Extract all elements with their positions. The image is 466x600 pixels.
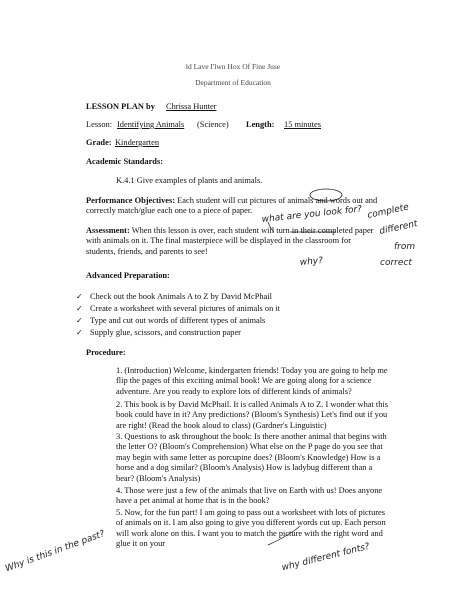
lesson-label: Lesson:: [86, 120, 113, 129]
header-line-1: ld Lave I'lwn Hox Of Fine Juse: [185, 62, 281, 71]
lesson-subject: (Science): [197, 120, 229, 129]
note-different: different: [378, 219, 419, 237]
note-different-fonts: why different fonts?: [280, 541, 371, 574]
objectives-block: [86, 196, 378, 217]
author-name: Chrissa Hunter: [166, 102, 217, 111]
note-why: why?: [299, 256, 324, 268]
procedure-step: 1. (Introduction) Welcome, kindergarten friends! Today you are going to help me flip the pages of this exciting animal book! We are going along for a science adventure. Are you ready to explore lots of different kinds of animals?: [116, 366, 388, 396]
standards-label: Academic Standards:: [86, 157, 164, 166]
grade-value: Kindergarten: [115, 138, 160, 147]
procedure-step: 5. Now, for the fun part! I am going to pass out a worksheet with lots of pictures of animals on it. I am also going to give you different words cut up. Each person will work alone on this. I want you to match the picture with the right word and glue it on your: [116, 508, 386, 549]
note-what-look-for: what are you look for?: [261, 204, 363, 225]
note-complete: complete: [366, 202, 410, 221]
length-value: 15 minutes: [284, 120, 321, 129]
prep-item: ✓ Type and cut out words of different types of animals: [90, 316, 265, 326]
procedure-label: Procedure:: [86, 348, 126, 357]
assessment-label: Assessment:: [86, 226, 130, 235]
note-correct: correct: [380, 258, 412, 268]
standards-text: K.4.1 Give examples of plants and animals.: [116, 176, 263, 185]
lesson-name: Identifying Animals: [117, 120, 185, 129]
header-line-2: Department of Education: [195, 78, 271, 87]
assessment-text: When this lesson is over, each student will turn in their completed paper with animals on it. The final masterpiece will be displayed in the classroom for students, friends, and parents to see!: [86, 226, 374, 256]
prep-label: Advanced Preparation:: [86, 271, 170, 280]
note-from: from: [394, 242, 416, 252]
grade-label: Grade:: [86, 138, 112, 147]
prep-item: ✓ Supply glue, scissors, and construction paper: [90, 328, 241, 338]
title-label: LESSON PLAN by: [86, 102, 155, 111]
length-label: Length:: [246, 120, 275, 129]
prep-item: ✓ Create a worksheet with several pictures of animals on it: [90, 304, 280, 314]
procedure-step: 4. Those were just a few of the animals that live on Earth with us! Does anyone have a pet animal at home that is in the book?: [116, 486, 383, 506]
prep-item: ✓ Check out the book Animals A to Z by David McPhail: [90, 292, 272, 302]
objectives-label: Performance Objectives:: [86, 196, 176, 205]
procedure-step: 2. This book is by David McPhail. It is called Animals A to Z. I wonder what this book could have in it? Any predictions? (Bloom's Synthesis) Let's find out if you are right! (Read the book aloud to class) (Gardner's Linguistic): [116, 400, 389, 430]
assessment-block: [86, 226, 382, 257]
procedure-step: 3. Questions to ask throughout the book: Is there another animal that begins with the letter O? (Bloom's Comprehension) What else on the P page do you see that may begin with same letter as porcupine does? (Bloom's Knowledge) How is a horse and a dog similar? (Bloom's Analysis) How is ladybug different than a bear? (Bloom's Analysis): [116, 432, 387, 483]
objectives-text: Each student will cut pictures of animals and words out and correctly match/glue each one to a piece of paper.: [86, 196, 378, 216]
note-past-tense: Why is this in the past?: [4, 529, 107, 575]
